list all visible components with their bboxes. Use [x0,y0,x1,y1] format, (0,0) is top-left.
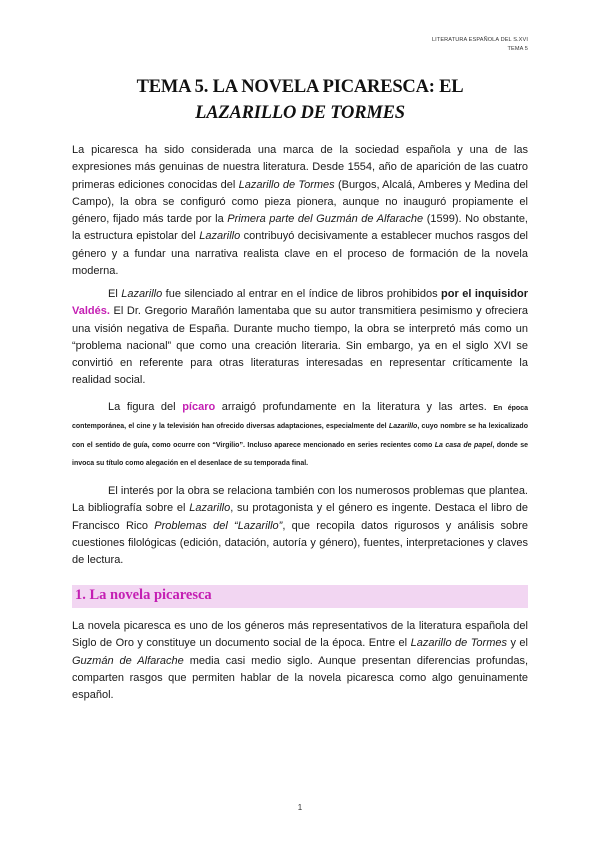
page-title [72,74,528,126]
header-topic: TEMA 5 [507,46,528,52]
header-course: LITERATURA ESPAÑOLA DEL S.XVI [431,37,528,43]
title-line-1: TEMA 5. LA NOVELA PICARESCA: EL [136,77,464,97]
paragraph-picaro: La figura del pícaro arraigó profundamente en la literatura y las artes. En época contemporánea, el cine y la televisión han ofrecido diversas adaptaciones, especialmente del Lazarillo, cuyo nombre se ha lexicalizado con el sentido de guía, como ocurre con “Virgilio”. Incluso aparece mencionado en series recientes como La casa de papel, donde se invoca su título como alegación en el desenlace de su temporada final. [72,401,529,467]
paragraph-censorship: El Lazarillo fue silenciado al entrar en el índice de libros prohibidos por el inquisidor Valdés. El Dr. Gregorio Marañón lamentaba que su autor transmitiera pesimismo y ofreciera una visión negativa de España. Durante mucho tiempo, la obra se interpretó más como un “problema nacional” que como una creación literaria. Sin embargo, ya en el siglo XVI se convirtió en referente para otras literaturas interesadas en representar críticamente la realidad social. [72,288,528,387]
paragraph-section-1: La novela picaresca es uno de los géneros más representativos de la literatura española del Siglo de Oro y constituye un documento social de la época. Entre el Lazarillo de Tormes y el Guzmán de Alfarache media casi medio siglo. Aunque presentan diferencias profundas, comparten rasgos que permiten hablar de la novela picaresca como algo genuinamente español. [72,620,528,702]
page-number: 1 [297,803,303,812]
section-heading-bar [72,585,528,608]
running-header [432,36,528,54]
title-line-2: LAZARILLO DE TORMES [195,103,405,123]
paragraph-intro: La picaresca ha sido considerada una marca de la sociedad española y una de las expresiones más genuinas de nuestra literatura. Desde 1554, año de aparición de las cuatro primeras ediciones conocidas del Lazarillo de Tormes (Burgos, Alcalá, Amberes y Medina del Campo), la obra se configuró como pieza pionera, aunque no inauguró propiamente el género, fijado más tarde por la Primera parte del Guzmán de Alfarache (1599). No obstante, la estructura epistolar del Lazarillo contribuyó decisivamente a establecer muchos rasgos del género y a fundar una narrativa realista clave en el proceso de formación de la novela moderna. [72,144,529,278]
paragraph-bibliography: El interés por la obra se relaciona también con los numerosos problemas que plantea. La bibliografía sobre el Lazarillo, su protagonista y el género es ingente. Destaca el libro de Francisco Rico Problemas del “Lazarillo”, que recopila datos rigurosos y análisis sobre cuestiones filológicas (edición, datación, autoría y género), fuentes, interpretaciones y claves de lectura. [72,485,528,567]
section-heading: 1. La novela picaresca [75,587,212,603]
